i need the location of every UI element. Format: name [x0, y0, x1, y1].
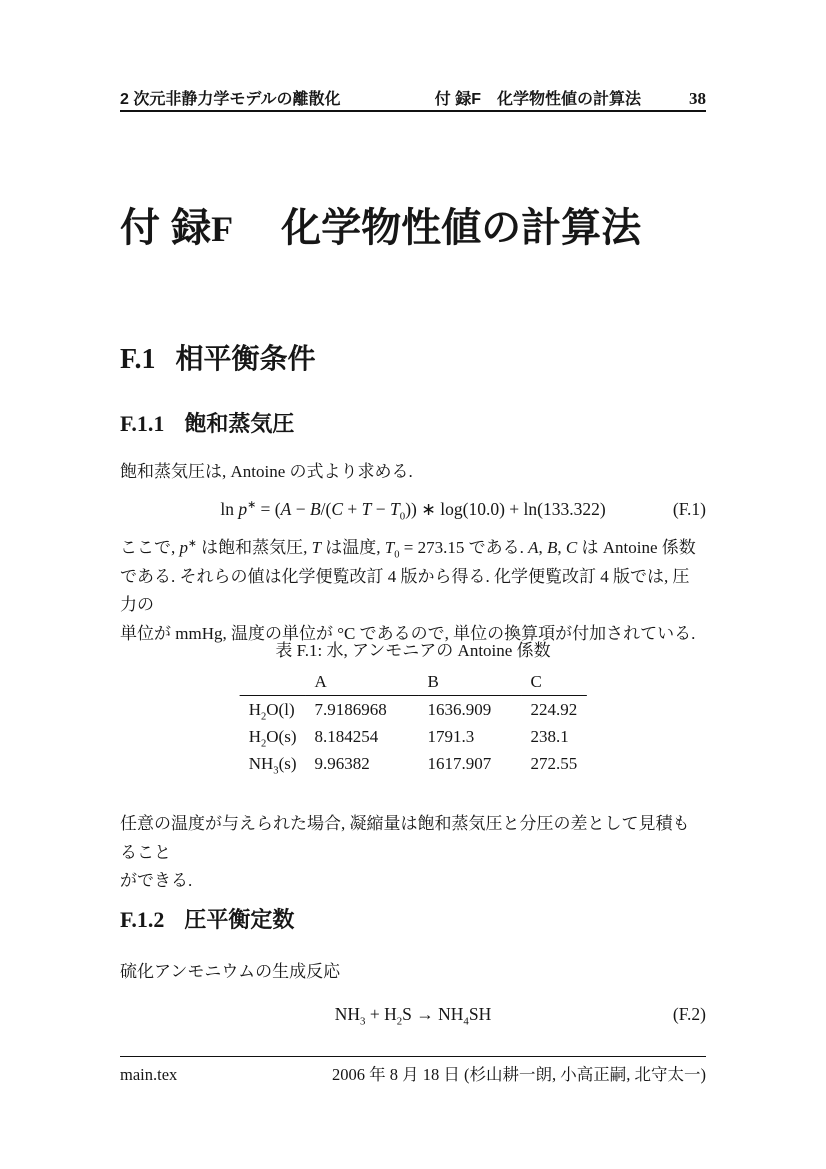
- section-title: 圧平衡定数: [184, 907, 295, 932]
- cell-b: 1617.907: [427, 754, 492, 773]
- cell-c: 224.92: [530, 700, 578, 719]
- paragraph-line: 飽和蒸気圧は, Antoine の式より求める.: [120, 462, 413, 481]
- paragraph-line: 単位が mmHg, 温度の単位が °C であるので, 単位の換算項が付加されている.: [120, 623, 696, 643]
- header-left-title: 2 次元非静力学モデルの離散化: [120, 91, 341, 108]
- chapter-letter: F: [211, 209, 234, 249]
- footer-filename: main.tex: [120, 1065, 178, 1084]
- equation-number: (F.1): [672, 499, 706, 519]
- paragraph-antoine-detail: [120, 534, 706, 648]
- paragraph-line: である. それらの値は化学便覧改訂 4 版から得る. 化学便覧改訂 4 版では, 圧力の: [120, 566, 690, 614]
- chapter-heading: [120, 208, 641, 248]
- paragraph-condensation: [120, 810, 706, 896]
- equation-formula: $\ln p^∗ = (A - B/(C + T - T_0))$ ∗ log(10.0) + ln(133.322): [220, 499, 606, 523]
- cell-c: 272.55: [530, 754, 578, 773]
- equation-f2: [120, 1002, 706, 1026]
- table-header-row: [240, 668, 587, 696]
- equation-formula: $NH_3 + H_2S \to NH_4SH$: [334, 1004, 492, 1028]
- section-number: F.1.1: [120, 411, 165, 436]
- paragraph-antoine-intro: [120, 458, 706, 487]
- page-footer: [120, 1061, 706, 1085]
- table-row: [240, 696, 587, 724]
- cell-b: 1791.3: [427, 727, 475, 746]
- cell-a: 8.184254: [314, 727, 379, 746]
- header-chapter-title: 化学物性値の計算法: [496, 91, 641, 108]
- table-header-a: A: [314, 672, 327, 691]
- row-label: $NH_3(s)$: [248, 754, 297, 777]
- paragraph-line: 任意の温度が与えられた場合, 凝縮量は飽和蒸気圧と分圧の差として見積もること: [120, 814, 690, 862]
- equation-number: (F.2): [672, 1004, 706, 1024]
- table-header-c: C: [530, 672, 542, 691]
- header-chapter-label: 付 録F: [434, 91, 481, 108]
- chapter-title: 化学物性値の計算法: [281, 206, 642, 250]
- table-header-blank: [240, 668, 306, 696]
- table-caption: 表 F.1: 水, アンモニアの Antoine 係数: [275, 641, 551, 660]
- section-heading-f12: [120, 908, 294, 932]
- table-header-b: B: [427, 672, 439, 691]
- paragraph-line: ここで, p∗ は飽和蒸気圧, T は温度, $T_0 = 273.15$ である. A, B, C は Antoine 係数: [120, 538, 696, 561]
- section-heading-f1: [120, 344, 316, 376]
- paragraph-line: ができる.: [120, 871, 193, 890]
- section-title: 相平衡条件: [175, 343, 316, 374]
- chapter-label: 付 録: [120, 206, 212, 250]
- equation-f1: [120, 497, 706, 521]
- table-row: [240, 750, 587, 777]
- header-page-number: 38: [689, 89, 706, 108]
- cell-a: 7.9186968: [314, 700, 387, 719]
- table-row: [240, 723, 587, 750]
- paragraph-reaction-intro: [120, 958, 706, 987]
- section-number: F.1.2: [120, 907, 165, 932]
- row-label: $H_2O(l)$: [248, 700, 295, 723]
- section-number: F.1: [120, 344, 156, 375]
- section-heading-f11: [120, 412, 294, 436]
- cell-c: 238.1: [530, 727, 569, 746]
- cell-b: 1636.909: [427, 700, 492, 719]
- footer-date-authors: 2006 年 8 月 18 日 (杉山耕一朗, 小高正嗣, 北守太一): [332, 1065, 706, 1084]
- running-header: [120, 86, 706, 109]
- section-title: 飽和蒸気圧: [184, 411, 295, 436]
- cell-a: 9.96382: [314, 754, 370, 773]
- paragraph-line: 硫化アンモニウムの生成反応: [120, 962, 341, 981]
- footer-rule: [120, 1056, 706, 1057]
- row-label: $H_2O(s)$: [248, 727, 297, 750]
- antoine-coefficients-table: [240, 668, 587, 777]
- header-rule: [120, 110, 706, 112]
